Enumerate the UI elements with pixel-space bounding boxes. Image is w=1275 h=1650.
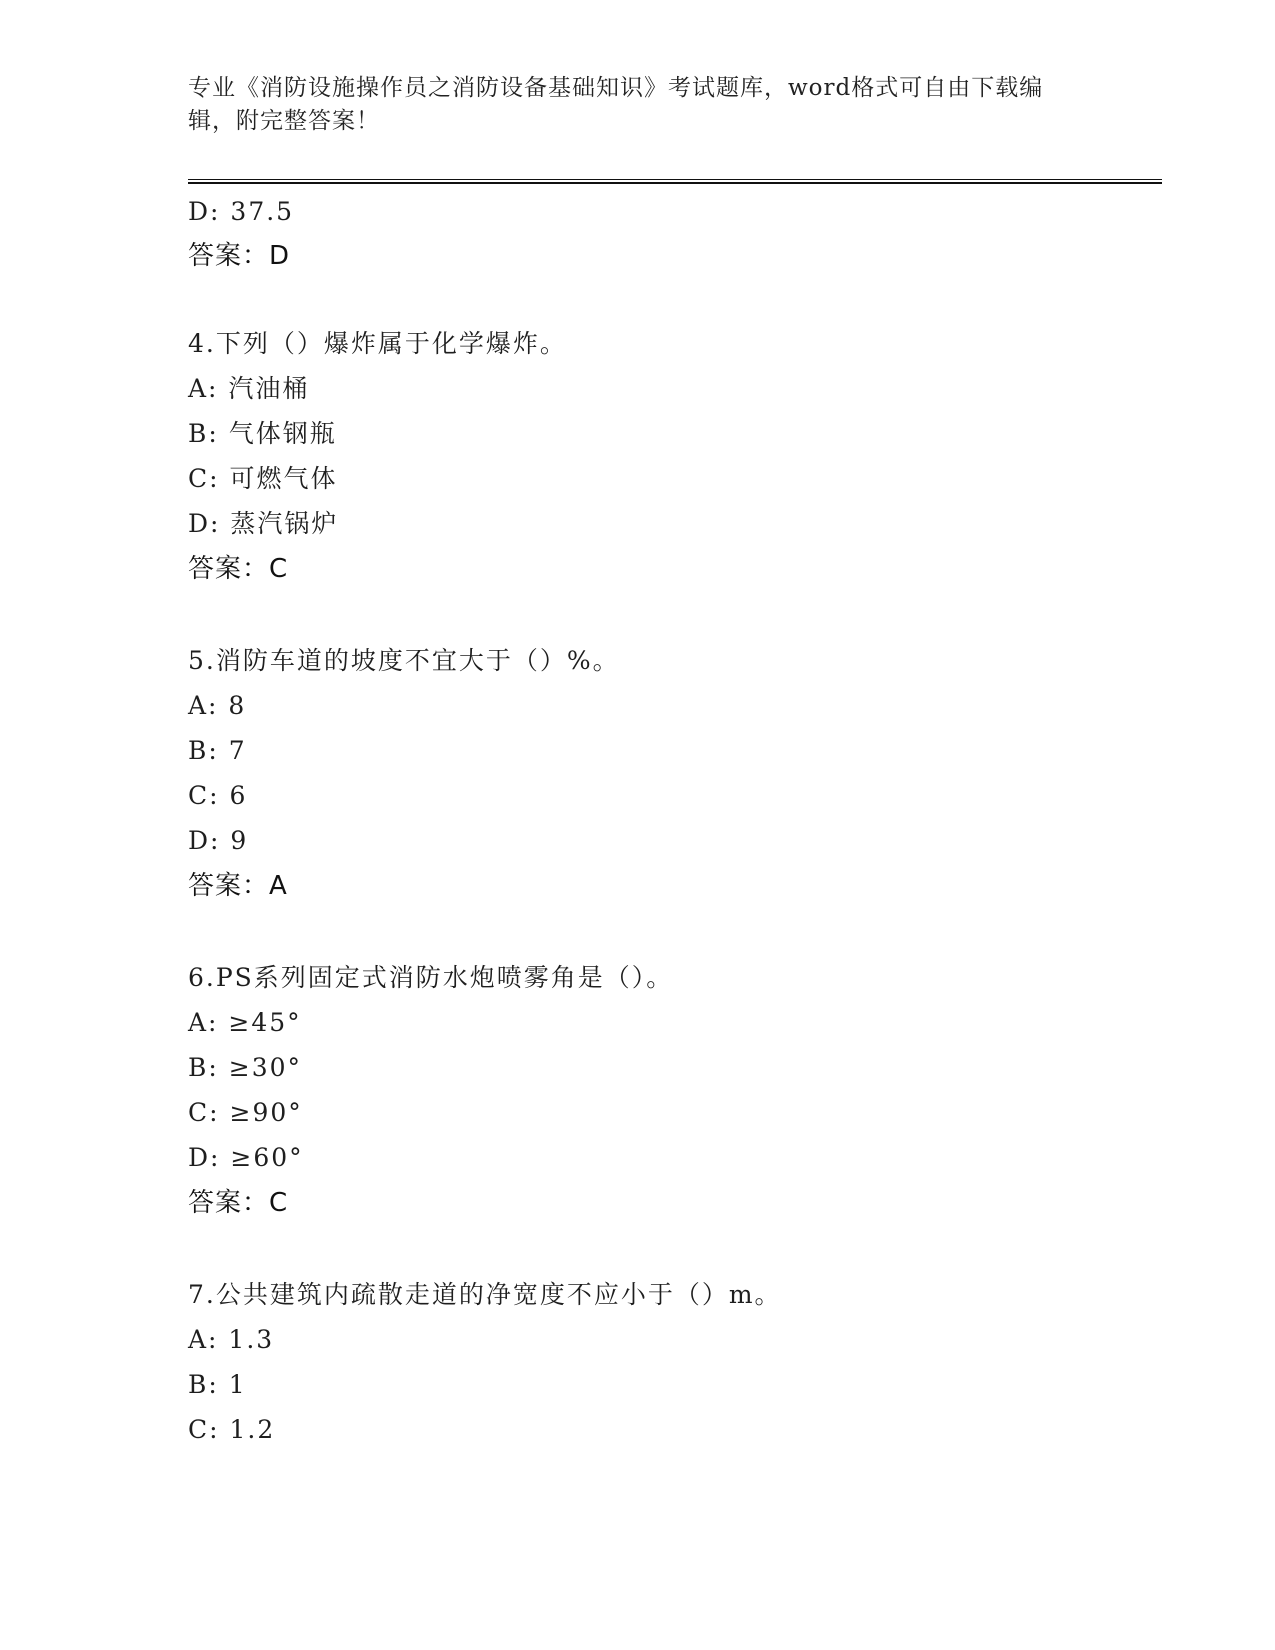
q7-option-b: B: 1 [188,1370,247,1399]
q5-option-c: C: 6 [188,781,248,810]
q6-question: 6.PS系列固定式消防水炮喷雾角是（）。 [188,963,674,992]
answer-value: D [269,241,291,271]
q4-question: 4.下列（）爆炸属于化学爆炸。 [188,329,567,358]
q6-answer [188,1185,288,1221]
header-line-1: 专业《消防设施操作员之消防设备基础知识》考试题库，word格式可自由下载编 [188,75,1044,101]
q5-option-d: D: 9 [188,826,249,855]
answer-label: 答案： [188,241,270,271]
answer-value: A [269,871,288,901]
header-divider-thin [188,179,1162,180]
answer-value: C [269,1188,289,1218]
q6-option-a: A: ≥45° [188,1008,302,1037]
q4-option-a: A: 汽油桶 [188,374,310,403]
q4-option-d: D: 蒸汽锅炉 [188,509,339,538]
q3-option-d: D: 37.5 [188,197,295,226]
q3-answer [188,238,290,274]
q7-option-a: A: 1.3 [188,1325,275,1354]
answer-value: C [269,554,289,584]
header-line-2: 辑，附完整答案！ [188,108,380,134]
q5-option-b: B: 7 [188,736,247,765]
q5-answer [188,868,288,904]
q4-option-c: C: 可燃气体 [188,464,338,493]
q7-question: 7.公共建筑内疏散走道的净宽度不应小于（）m。 [188,1280,782,1309]
q4-option-b: B: 气体钢瓶 [188,419,337,448]
answer-label: 答案： [188,554,270,584]
q6-option-b: B: ≥30° [188,1053,302,1082]
q6-option-c: C: ≥90° [188,1098,303,1127]
q7-option-c: C: 1.2 [188,1415,276,1444]
document-header [188,72,1068,138]
answer-label: 答案： [188,871,270,901]
q5-option-a: A: 8 [188,691,247,720]
q6-option-d: D: ≥60° [188,1143,304,1172]
q4-answer [188,551,288,587]
q5-question: 5.消防车道的坡度不宜大于（）%。 [188,646,620,675]
answer-label: 答案： [188,1188,270,1218]
header-divider-thick [188,182,1162,184]
